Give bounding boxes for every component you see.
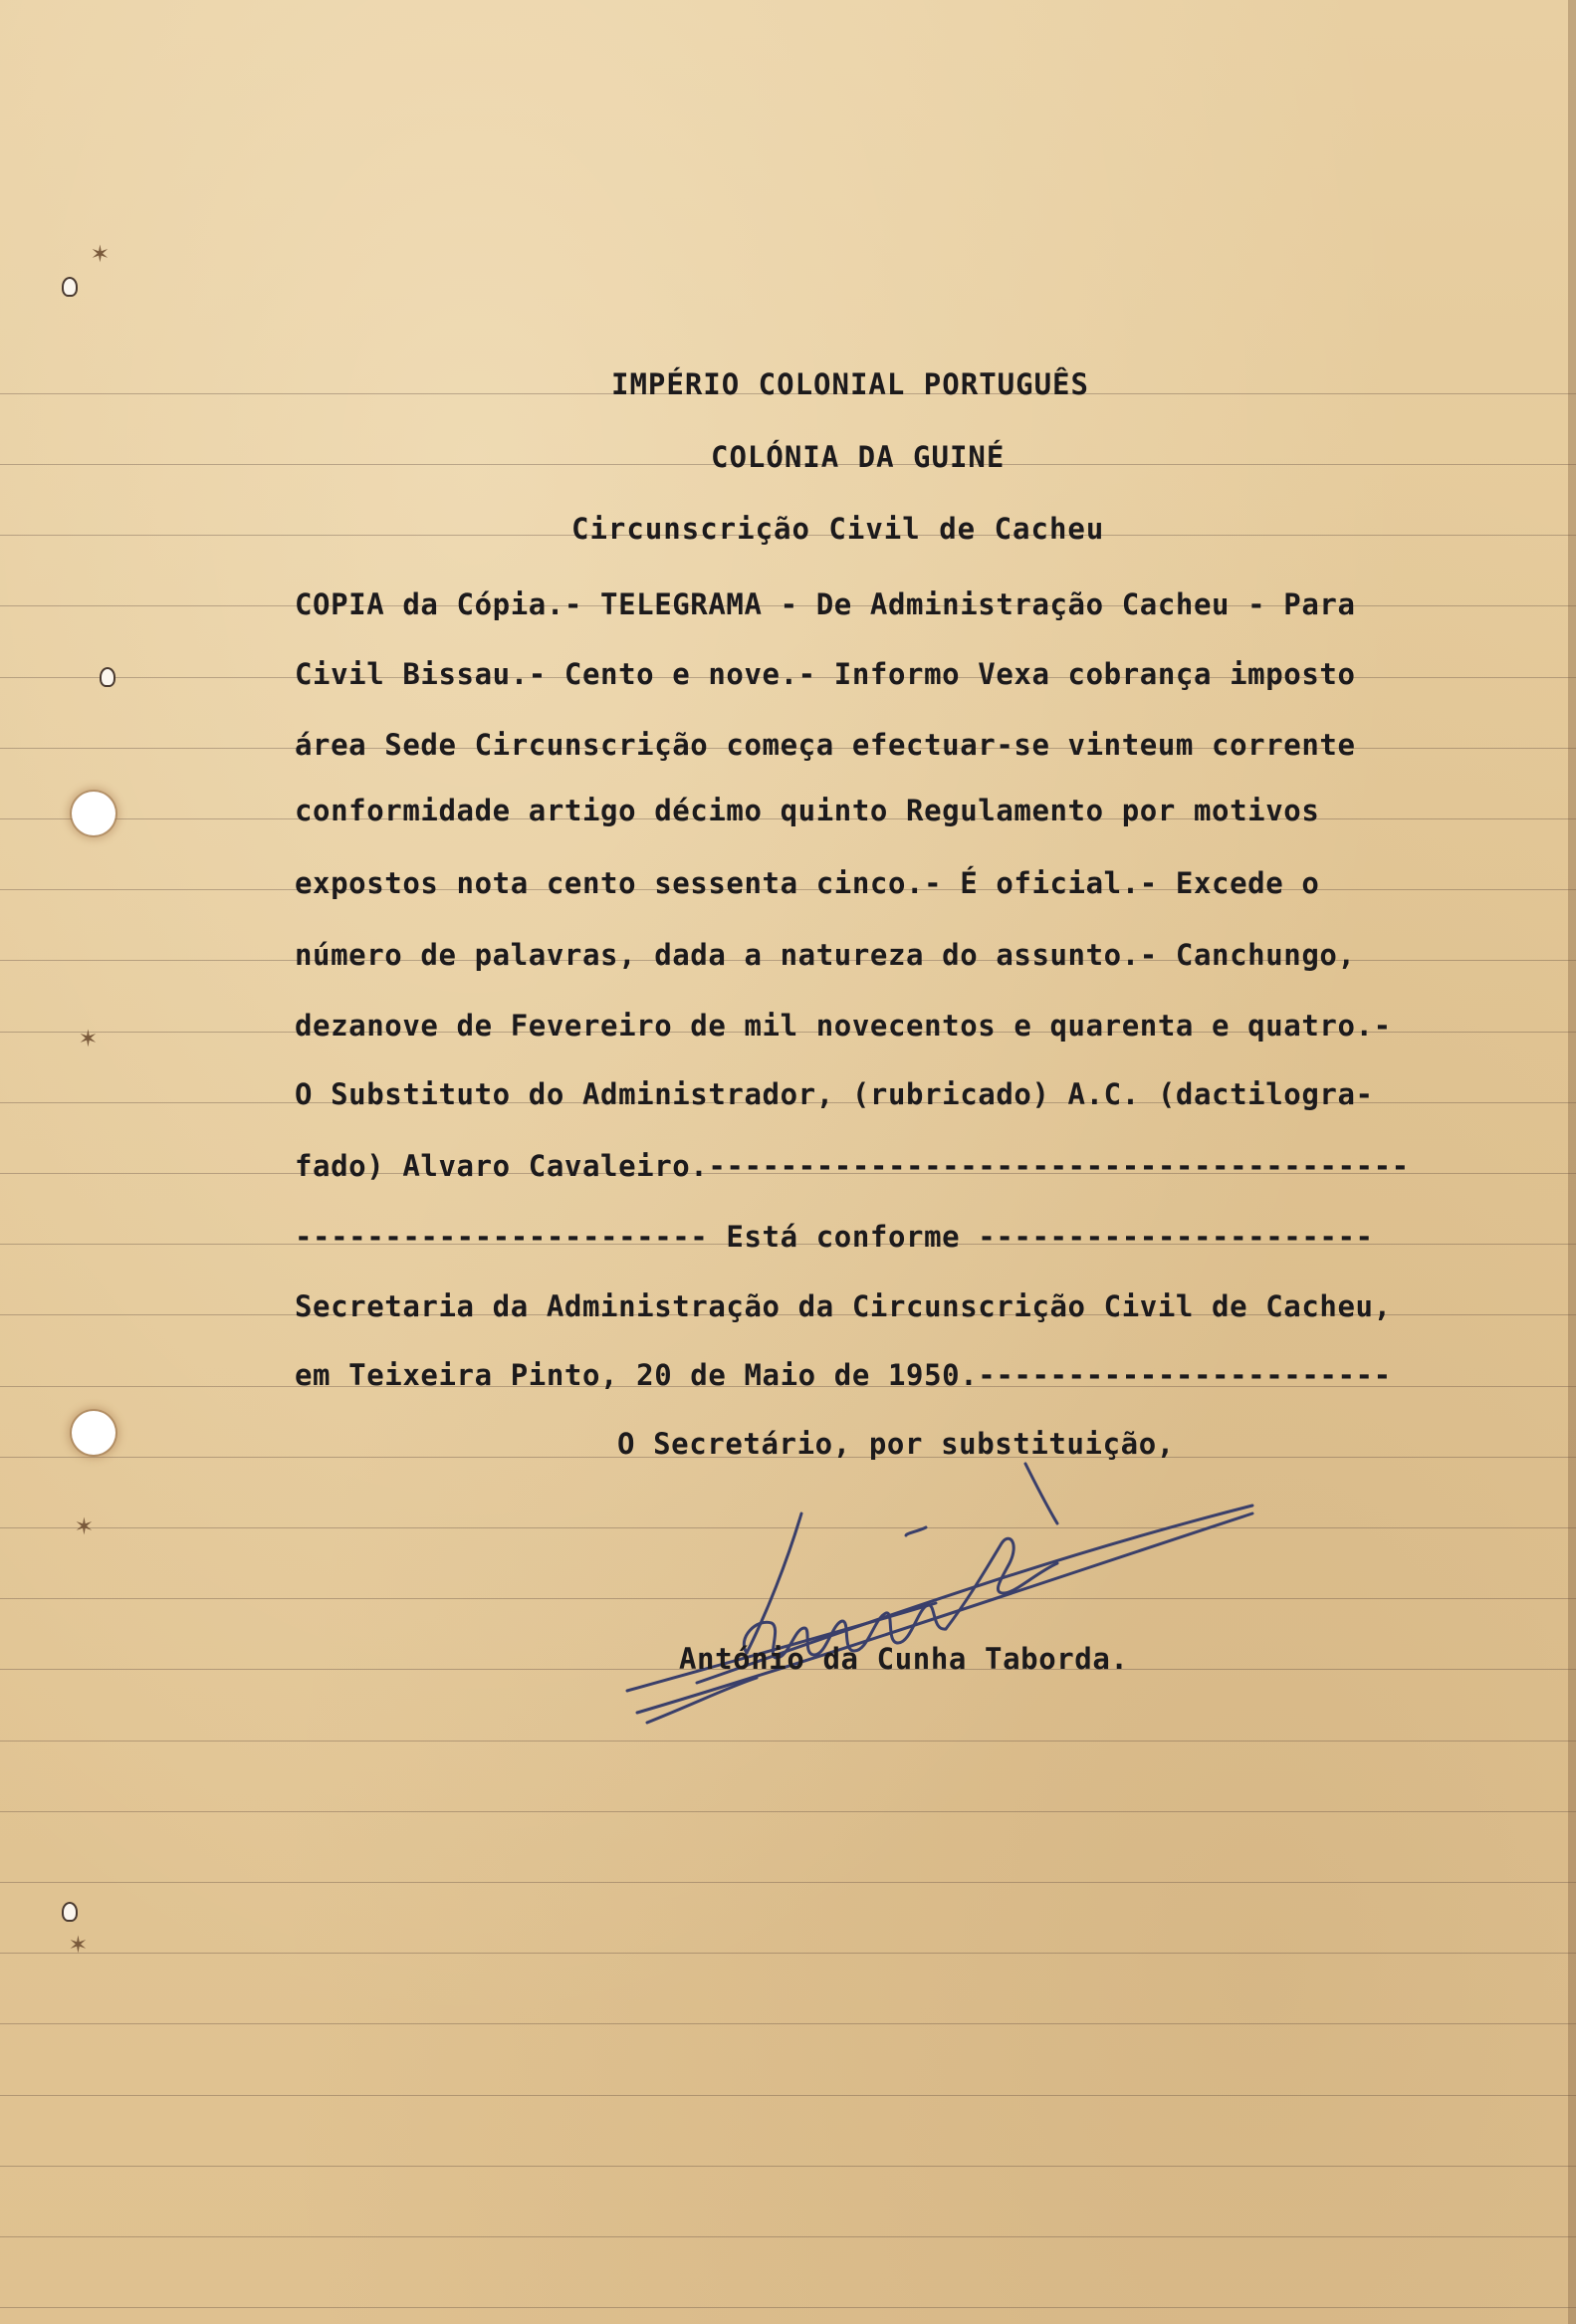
tear-mark-icon: ✶ <box>80 1021 97 1053</box>
body-line: dezanove de Fevereiro de mil novecentos e quarenta e quatro.- <box>295 1009 1392 1043</box>
ruled-line <box>0 1882 1576 1883</box>
header-colony: COLÓNIA DA GUINÉ <box>711 440 1006 474</box>
header-empire: IMPÉRIO COLONIAL PORTUGUÊS <box>611 367 1089 401</box>
body-line: Civil Bissau.- Cento e nove.- Informo Vexa cobrança imposto <box>295 657 1356 691</box>
page-edge <box>1568 0 1576 2324</box>
secretary-line: O Secretário, por substituição, <box>617 1427 1175 1461</box>
header-district: Circunscrição Civil de Cacheu <box>571 512 1105 546</box>
body-line: número de palavras, dada a natureza do assunto.- Canchungo, <box>295 938 1356 972</box>
body-line: Secretaria da Administração da Circunscrição Civil de Cacheu, <box>295 1289 1392 1323</box>
ruled-line <box>0 2095 1576 2096</box>
ruled-line <box>0 1953 1576 1954</box>
body-line: expostos nota cento sessenta cinco.- É oficial.- Excede o <box>295 866 1320 900</box>
ruled-line <box>0 1811 1576 1812</box>
punch-hole <box>72 1411 115 1455</box>
tear-mark-icon: ✶ <box>92 236 109 269</box>
pin-hole-icon <box>62 277 78 297</box>
ruled-line <box>0 2023 1576 2024</box>
tear-mark-icon: ✶ <box>70 1927 87 1960</box>
body-line: O Substituto do Administrador, (rubricado) A.C. (dactilogra- <box>295 1077 1374 1111</box>
signature-icon <box>607 1424 1284 1752</box>
ruled-line <box>0 2307 1576 2308</box>
ruled-line <box>0 2166 1576 2167</box>
body-line-conforme: ----------------------- Está conforme ---------------------- <box>295 1220 1374 1254</box>
body-line: área Sede Circunscrição começa efectuar-se vinteum corrente <box>295 728 1356 762</box>
pin-hole-icon <box>62 1902 78 1922</box>
signatory-name: António da Cunha Taborda. <box>679 1642 1129 1676</box>
body-line: conformidade artigo décimo quinto Regulamento por motivos <box>295 794 1320 827</box>
pin-hole-icon <box>100 667 115 687</box>
ruled-line <box>0 2236 1576 2237</box>
body-line: fado) Alvaro Cavaleiro.--------------------------------------- <box>295 1149 1410 1183</box>
body-line: em Teixeira Pinto, 20 de Maio de 1950.----------------------- <box>295 1358 1392 1392</box>
body-line: COPIA da Cópia.- TELEGRAMA - De Administração Cacheu - Para <box>295 587 1356 621</box>
punch-hole <box>72 792 115 835</box>
tear-mark-icon: ✶ <box>76 1509 93 1541</box>
